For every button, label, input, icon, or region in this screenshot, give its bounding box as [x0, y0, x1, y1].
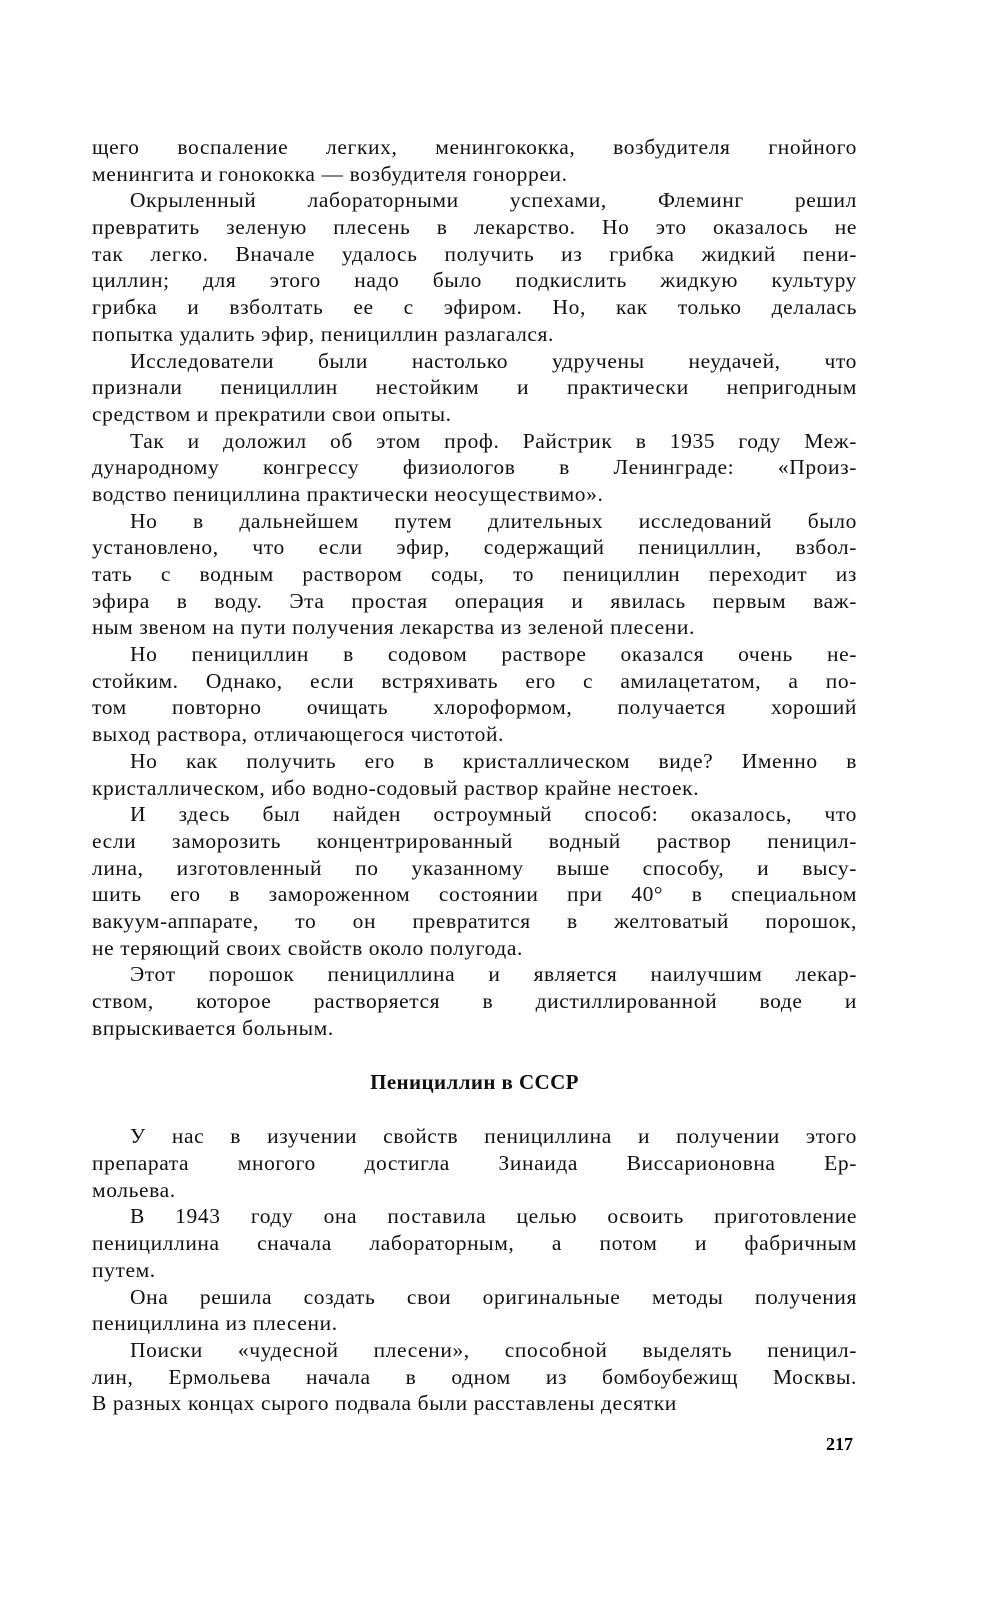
paragraph	[92, 187, 857, 347]
paragraph	[92, 1337, 857, 1417]
text-line: Но в дальнейшем путем длительных исследований было	[130, 508, 857, 533]
text-line: признали пенициллин нестойким и практически непригодным	[92, 375, 857, 400]
text-line: менингита и гонококка — возбудителя гонорреи.	[92, 161, 568, 186]
paragraph	[92, 961, 857, 1041]
text-line: грибка и взболтать ее с эфиром. Но, как только делалась	[92, 295, 857, 320]
text-line: Исследователи были настолько удручены неудачей, что	[130, 348, 857, 373]
text-line: попытка удалить эфир, пенициллин разлагался.	[92, 321, 555, 346]
text-line: вакуум-аппарате, то он превратится в желтоватый порошок,	[92, 908, 857, 933]
page-body	[92, 134, 857, 1417]
page-number: 217	[826, 1434, 853, 1454]
text-line: кристаллическом, ибо водно-содовый раствор крайне нестоек.	[92, 775, 700, 800]
text-line: ным звеном на пути получения лекарства из зеленой плесени.	[92, 615, 695, 640]
paragraph	[92, 748, 857, 801]
text-line: превратить зеленую плесень в лекарство. Но это оказалось не	[92, 215, 857, 240]
text-line: лин, Ермольева начала в одном из бомбоубежищ Москвы.	[92, 1364, 857, 1389]
text-line: У нас в изучении свойств пенициллина и получении этого	[130, 1124, 857, 1149]
text-line: дународному конгрессу физиологов в Ленинграде: «Произ-	[92, 455, 857, 480]
text-line: Так и доложил об этом проф. Райстрик в 1935 году Меж-	[130, 428, 857, 453]
text-line: если заморозить концентрированный водный раствор пеницил-	[92, 828, 857, 853]
text-line: эфира в воду. Эта простая операция и явилась первым важ-	[92, 588, 857, 613]
text-line: И здесь был найден остроумный способ: оказалось, что	[130, 802, 857, 827]
text-line: мольева.	[92, 1177, 176, 1202]
text-line: путем.	[92, 1257, 156, 1282]
text-block-after-heading	[92, 1123, 857, 1417]
text-line: тать с водным раствором соды, то пенициллин переходит из	[92, 562, 857, 586]
text-line: препарата многого достигла Зинаида Виссарионовна Ер-	[92, 1151, 857, 1176]
paragraph	[92, 348, 857, 428]
paragraph	[92, 134, 857, 187]
text-line: лина, изготовленный по указанному выше способу, и высу-	[92, 855, 857, 880]
text-line: средством и прекратили свои опыты.	[92, 401, 452, 426]
paragraph	[92, 1203, 857, 1283]
text-line: В разных концах сырого подвала были расставлены десятки	[92, 1391, 677, 1416]
text-line: шить его в замороженном состоянии при 40° в специальном	[92, 882, 857, 907]
text-line: циллин; для этого надо было подкислить жидкую культуру	[92, 268, 857, 293]
section-heading: Пенициллин в СССР	[370, 1070, 579, 1095]
text-line: Но как получить его в кристаллическом виде? Именно в	[130, 748, 857, 773]
paragraph	[92, 1284, 857, 1337]
text-line: В 1943 году она поставила целью освоить приготовление	[130, 1204, 857, 1229]
text-block-before-heading	[92, 134, 857, 1041]
text-line: Поиски «чудесной плесени», способной выделять пеницил-	[130, 1337, 857, 1362]
text-line: щего воспаление легких, менингококка, возбудителя гнойного	[92, 135, 857, 159]
text-line: Этот порошок пенициллина и является наилучшим лекар-	[130, 962, 857, 987]
text-line: не теряющий своих свойств около полугода.	[92, 935, 523, 960]
text-line: впрыскивается больным.	[92, 1015, 334, 1040]
paragraph	[92, 641, 857, 748]
paragraph	[92, 1123, 857, 1203]
text-line: водство пенициллина практически неосуществимо».	[92, 481, 604, 506]
text-line: пенициллина из плесени.	[92, 1311, 338, 1336]
text-line: ством, которое растворяется в дистиллированной воде и	[92, 989, 857, 1013]
paragraph	[92, 428, 857, 508]
text-line: выход раствора, отличающегося чистотой.	[92, 722, 505, 747]
text-line: том повторно очищать хлороформом, получается хороший	[92, 695, 857, 720]
text-line: Окрыленный лабораторными успехами, Флеминг решил	[130, 188, 857, 213]
paragraph	[92, 508, 857, 641]
text-line: стойким. Однако, если встряхивать его с амилацетатом, а по-	[92, 668, 857, 693]
text-line: так легко. Вначале удалось получить из грибка жидкий пени-	[92, 241, 857, 266]
text-line: Но пенициллин в содовом растворе оказался очень не-	[130, 642, 857, 667]
text-line: Она решила создать свои оригинальные методы получения	[130, 1284, 857, 1309]
paragraph	[92, 801, 857, 961]
text-line: установлено, что если эфир, содержащий пенициллин, взбол-	[92, 535, 857, 560]
text-line: пенициллина сначала лабораторным, а потом и фабричным	[92, 1231, 857, 1256]
